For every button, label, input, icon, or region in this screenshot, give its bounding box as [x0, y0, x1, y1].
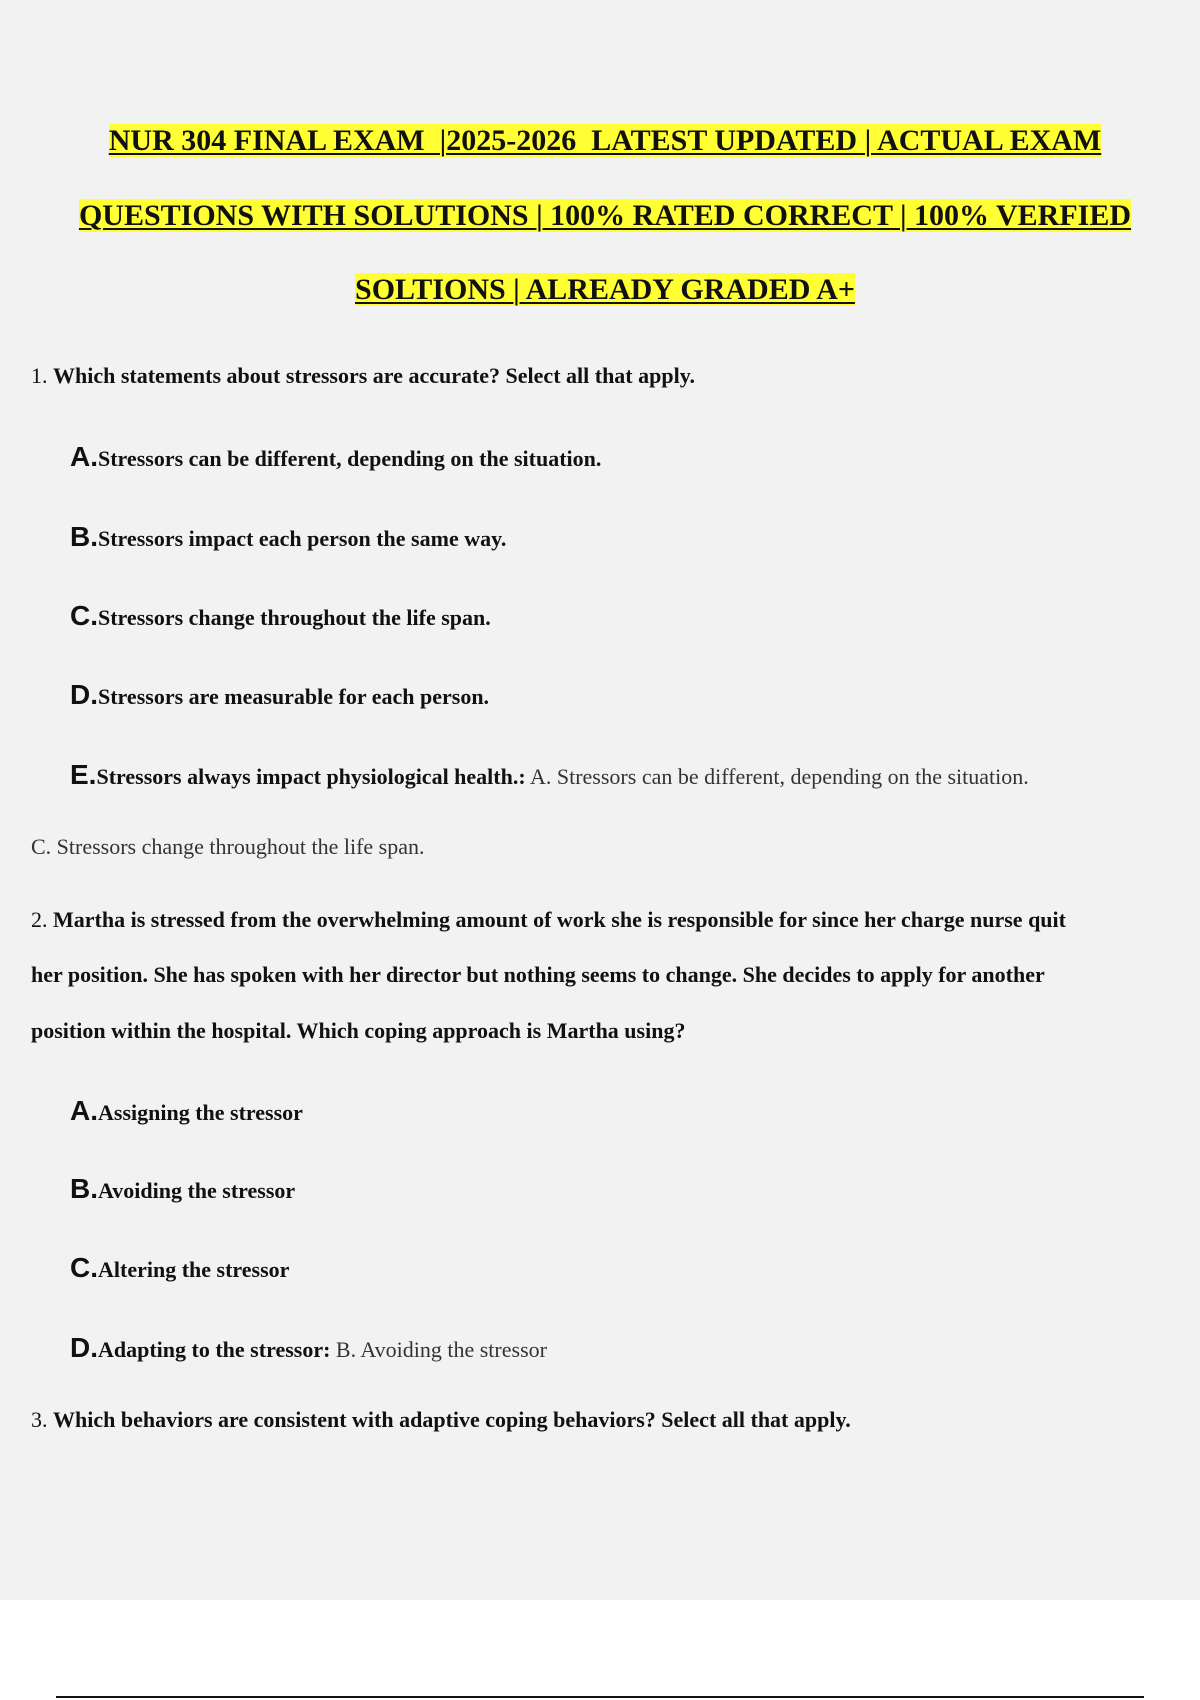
option-text: Stressors can be different, depending on the situation. — [98, 446, 602, 471]
q1-answer-continued: C. Stressors change throughout the life span. — [31, 834, 425, 859]
option-text: Altering the stressor — [98, 1257, 290, 1282]
question-2-line-3 — [31, 1003, 1181, 1058]
option-text: Assigning the stressor — [98, 1100, 303, 1125]
question-stem-line-3: position within the hospital. Which coping approach is Martha using? — [31, 1018, 686, 1043]
question-stem-line-2: her position. She has spoken with her director but nothing seems to change. She decides to apply for another — [31, 962, 1045, 987]
footer-divider — [56, 1696, 1144, 1698]
q2-option-a — [70, 1094, 1180, 1130]
option-letter: C. — [70, 1252, 98, 1283]
option-letter: A. — [70, 1095, 98, 1126]
option-text: Stressors change throughout the life span. — [98, 605, 491, 630]
document-title-line-1: NUR 304 FINAL EXAM |2025-2026 LATEST UPDATED | ACTUAL EXAM — [108, 124, 1102, 157]
answer-text: B. Avoiding the stressor — [335, 1337, 547, 1362]
q1-option-b — [70, 520, 1180, 556]
option-letter: B. — [70, 1173, 98, 1204]
option-text: Adapting to the stressor: — [98, 1337, 331, 1362]
answer-text: A. Stressors can be different, depending on the situation. — [529, 764, 1029, 789]
option-letter: A. — [70, 441, 98, 472]
option-text: Stressors always impact physiological health.: — [96, 764, 526, 789]
question-1 — [31, 348, 1181, 403]
option-letter: D. — [70, 1332, 98, 1363]
option-text: Avoiding the stressor — [98, 1178, 296, 1203]
question-stem: Which behaviors are consistent with adaptive coping behaviors? Select all that apply. — [53, 1407, 851, 1432]
question-number: 1. — [31, 363, 48, 388]
question-stem-line-1: Martha is stressed from the overwhelming amount of work she is responsible for since her charge nurse quit — [53, 907, 1066, 932]
q2-option-c — [70, 1251, 1180, 1287]
q2-option-d — [70, 1331, 1180, 1367]
document-title-line-2: QUESTIONS WITH SOLUTIONS | 100% RATED CORRECT | 100% VERFIED — [78, 199, 1132, 232]
q1-option-d — [70, 678, 1180, 714]
question-2 — [31, 892, 1181, 947]
question-number: 2. — [31, 907, 48, 932]
q2-option-b — [70, 1172, 1180, 1208]
question-3 — [31, 1392, 1181, 1447]
question-2-line-2 — [31, 947, 1181, 1002]
question-number: 3. — [31, 1407, 48, 1432]
option-letter: D. — [70, 679, 98, 710]
question-stem: Which statements about stressors are accurate? Select all that apply. — [53, 363, 696, 388]
option-letter: C. — [70, 600, 98, 631]
q1-option-c — [70, 599, 1180, 635]
option-letter: B. — [70, 521, 98, 552]
q1-option-e — [70, 758, 1180, 794]
option-letter: E. — [70, 759, 97, 790]
q1-option-a — [70, 440, 1180, 476]
document-title-line-3: SOLTIONS | ALREADY GRADED A+ — [355, 273, 855, 306]
option-text: Stressors are measurable for each person. — [98, 684, 490, 709]
option-text: Stressors impact each person the same way. — [98, 526, 507, 551]
